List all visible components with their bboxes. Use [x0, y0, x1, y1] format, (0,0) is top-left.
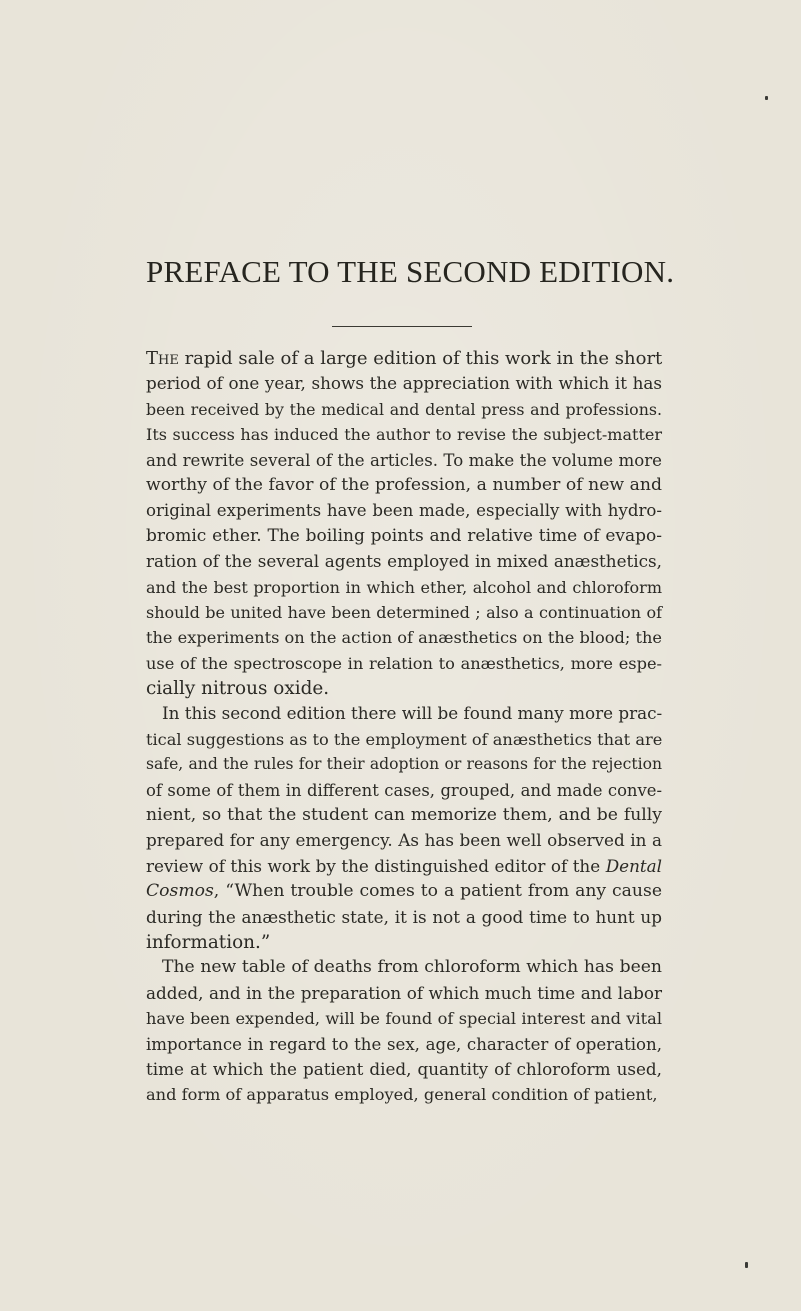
- text-line: [146, 879, 662, 904]
- text-line: [146, 1057, 662, 1082]
- preface-body: [146, 346, 662, 1108]
- page-title: PREFACE TO THE SECOND EDITION.: [146, 254, 675, 289]
- text-line: [146, 422, 662, 447]
- line-text: been received by the medical and dental press and professions.: [146, 399, 662, 419]
- line-text: nient, so that the student can memorize them, and be fully: [146, 805, 662, 826]
- line-text: safe, and the rules for their adoption or reasons for the rejection: [146, 755, 662, 774]
- italic-title: Dental: [605, 855, 662, 876]
- line-text: of some of them in different cases, grouped, and made conve-: [146, 780, 662, 800]
- line-text: use of the spectroscope in relation to anæsthetics, more espe-: [146, 653, 662, 673]
- line-text: and form of apparatus employed, general condition of patient,: [146, 1085, 658, 1105]
- line-text: importance in regard to the sex, age, character of operation,: [146, 1034, 662, 1054]
- line-text: and the best proportion in which ether, alcohol and chloroform: [146, 577, 662, 597]
- text-line: [146, 473, 662, 498]
- text-line: [146, 854, 662, 879]
- line-text: added, and in the preparation of which much time and labor: [146, 982, 662, 1003]
- text-line: [146, 448, 662, 473]
- text-line: [146, 778, 662, 803]
- text-line: [146, 397, 662, 422]
- line-text: should be united have been determined ; also a continuation of: [146, 602, 662, 622]
- line-text: prepared for any emergency. As has been well observed in a: [146, 830, 662, 851]
- line-text: In this second edition there will be found many more prac-: [162, 703, 663, 724]
- title-divider: [332, 326, 472, 327]
- line-text: rapid sale of a large edition of this work in the short: [178, 348, 663, 369]
- text-line: [146, 727, 662, 752]
- text-line: [146, 498, 662, 523]
- text-line: [146, 1006, 662, 1031]
- line-text: cially nitrous oxide.: [146, 678, 330, 700]
- line-text: , “When trouble comes to a patient from any cause: [213, 881, 662, 902]
- italic-title: Cosmos: [146, 881, 214, 902]
- ink-speck: [765, 96, 768, 100]
- line-text: and rewrite several of the articles. To make the volume more: [146, 450, 662, 470]
- text-line: [146, 1032, 662, 1057]
- line-text: ration of the several agents employed in mixed anæsthetics,: [146, 551, 662, 572]
- text-line: [146, 955, 662, 980]
- line-text: during the anæsthetic state, it is not a good time to hunt up: [146, 906, 662, 927]
- line-text: review of this work by the distinguished editor of the: [146, 855, 606, 876]
- text-line: [146, 981, 662, 1006]
- text-line: [146, 625, 662, 650]
- text-line: [146, 1082, 662, 1107]
- text-line: [146, 752, 662, 777]
- text-line: [146, 524, 662, 549]
- text-line: [146, 575, 662, 600]
- line-text: bromic ether. The boiling points and relative time of evapo-: [146, 525, 662, 546]
- line-text: period of one year, shows the appreciation with which it has: [146, 373, 662, 394]
- text-line: [146, 676, 662, 701]
- ink-speck: [745, 1262, 748, 1268]
- text-line: [146, 905, 662, 930]
- line-text: Its success has induced the author to revise the subject-matter: [146, 425, 662, 445]
- text-line: [146, 346, 662, 371]
- text-line: [146, 371, 662, 396]
- text-line: [146, 549, 662, 574]
- line-text: have been expended, will be found of special interest and vital: [146, 1009, 662, 1029]
- lead-word: The: [146, 348, 179, 369]
- line-text: tical suggestions as to the employment of anæsthetics that are: [146, 729, 663, 749]
- text-line: [146, 600, 662, 625]
- line-text: the experiments on the action of anæsthetics on the blood; the: [146, 628, 662, 648]
- text-line: [146, 828, 662, 853]
- line-text: original experiments have been made, especially with hydro-: [146, 501, 662, 521]
- text-line: [146, 701, 662, 726]
- line-text: time at which the patient died, quantity of chloroform used,: [146, 1058, 662, 1079]
- text-line: [146, 930, 662, 955]
- line-text: worthy of the favor of the profession, a number of new and: [146, 474, 662, 495]
- line-text: The new table of deaths from chloroform which has been: [162, 957, 662, 978]
- line-text: information.”: [146, 931, 271, 953]
- text-line: [146, 803, 662, 828]
- text-line: [146, 651, 662, 676]
